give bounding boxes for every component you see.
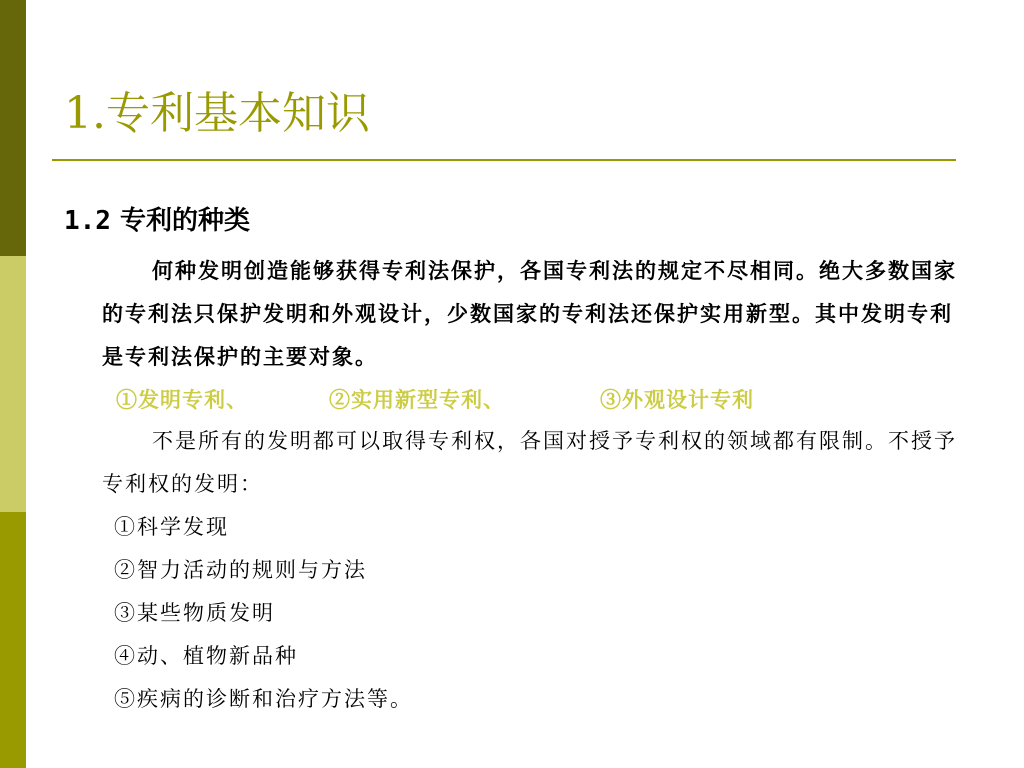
intro-paragraph: [102, 249, 974, 378]
slide-title: 1.专利基本知识: [64, 88, 370, 139]
list-item: ⑤疾病的诊断和治疗方法等。: [114, 687, 413, 711]
list-item: ②智力活动的规则与方法: [114, 558, 367, 582]
list-item: ④动、植物新品种: [114, 644, 298, 668]
patent-type-design: ③外观设计专利: [600, 387, 754, 412]
side-bar-middle: [0, 256, 26, 512]
section-heading-number: 1.2: [64, 206, 111, 236]
side-bar-bottom: [0, 512, 26, 768]
excluded-list: [114, 506, 413, 721]
list-item: ③某些物质发明: [114, 601, 275, 625]
title-divider: [52, 159, 956, 161]
patent-type-utility-model: ②实用新型专利、: [329, 387, 505, 412]
side-bar-top: [0, 0, 26, 256]
restriction-paragraph-text: 不是所有的发明都可以取得专利权，各国对授予专利权的领域都有限制。不授予专利权的发明：: [102, 429, 957, 496]
patent-type-invention: ①发明专利、: [116, 387, 248, 412]
section-heading-text: 专利的种类: [120, 206, 251, 236]
section-heading: [64, 200, 250, 237]
list-item: ①科学发现: [114, 515, 229, 539]
restriction-paragraph: [102, 420, 974, 506]
intro-paragraph-text: 何种发明创造能够获得专利法保护，各国专利法的规定不尽相同。绝大多数国家的专利法只保护发明和外观设计，少数国家的专利法还保护实用新型。其中发明专利是专利法保护的主要对象。: [102, 258, 957, 369]
